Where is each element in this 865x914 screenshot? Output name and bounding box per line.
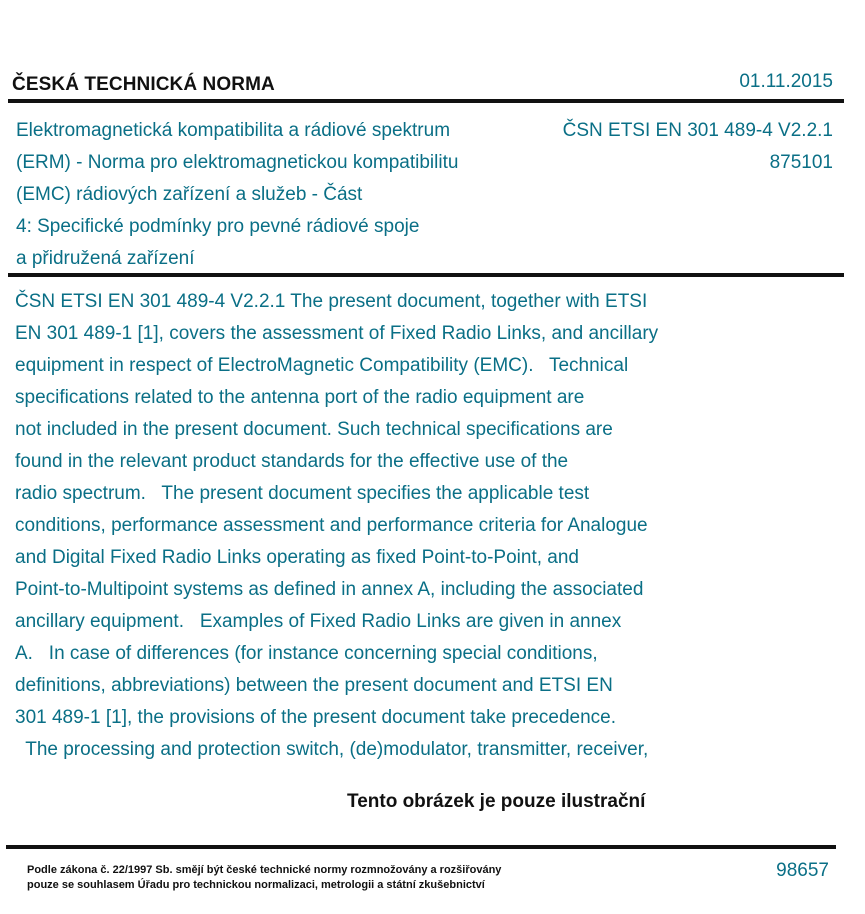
legal-notice: [27, 863, 501, 893]
subject-line: (EMC) rádiových zařízení a služeb - Část: [16, 184, 363, 205]
illustration-note: Tento obrázek je pouze ilustrační: [347, 791, 646, 812]
abstract-line: The processing and protection switch, (de)modulator, transmitter, receiver,: [15, 739, 649, 760]
abstract-text: [15, 286, 775, 766]
abstract-line: Point-to-Multipoint systems as defined in annex A, including the associated: [15, 579, 644, 600]
abstract-line: conditions, performance assessment and performance criteria for Analogue: [15, 515, 648, 536]
legal-line: Podle zákona č. 22/1997 Sb. smějí být české technické normy rozmnožovány a rozšiřovány: [27, 864, 502, 876]
issue-date: 01.11.2015: [739, 71, 833, 92]
abstract-line: A. In case of differences (for instance concerning special conditions,: [15, 643, 598, 664]
classification-code: 875101: [769, 152, 833, 173]
abstract-line: EN 301 489-1 [1], covers the assessment of Fixed Radio Links, and ancillary: [15, 323, 659, 344]
abstract-line: specifications related to the antenna port of the radio equipment are: [15, 387, 585, 408]
header-divider: [8, 99, 844, 103]
legal-line: pouze se souhlasem Úřadu pro technickou normalizaci, metrologii a státní zkušebnictví: [27, 879, 485, 891]
subject-line: Elektromagnetická kompatibilita a rádiové spektrum: [16, 120, 451, 141]
abstract-line: not included in the present document. Such technical specifications are: [15, 419, 613, 440]
abstract-line: 301 489-1 [1], the provisions of the present document take precedence.: [15, 707, 616, 728]
subject-divider: [8, 273, 844, 277]
standard-designation: ČSN ETSI EN 301 489-4 V2.2.1: [562, 120, 833, 141]
abstract-line: ČSN ETSI EN 301 489-4 V2.2.1 The present document, together with ETSI: [15, 291, 648, 312]
subject-line: 4: Specifické podmínky pro pevné rádiové spoje: [16, 216, 420, 237]
abstract-line: ancillary equipment. Examples of Fixed Radio Links are given in annex: [15, 611, 622, 632]
standard-identifier: [563, 115, 833, 179]
abstract-line: radio spectrum. The present document specifies the applicable test: [15, 483, 590, 504]
standard-subject: [16, 115, 536, 275]
subject-line: (ERM) - Norma pro elektromagnetickou kompatibilitu: [16, 152, 459, 173]
subject-line: a přidružená zařízení: [16, 248, 195, 269]
abstract-line: and Digital Fixed Radio Links operating as fixed Point-to-Point, and: [15, 547, 579, 568]
abstract-line: definitions, abbreviations) between the present document and ETSI EN: [15, 675, 613, 696]
document-code: 98657: [776, 860, 829, 881]
header-title: ČESKÁ TECHNICKÁ NORMA: [12, 74, 275, 95]
footer-divider: [6, 845, 836, 849]
abstract-line: equipment in respect of ElectroMagnetic Compatibility (EMC). Technical: [15, 355, 629, 376]
abstract-line: found in the relevant product standards for the effective use of the: [15, 451, 569, 472]
